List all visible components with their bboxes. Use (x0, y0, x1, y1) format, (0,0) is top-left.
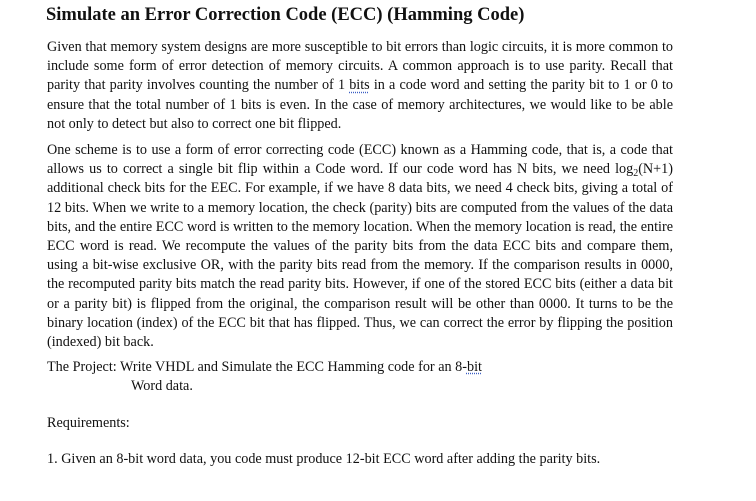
log-subscript: 2 (633, 168, 639, 180)
paragraph-parity-intro (47, 38, 673, 134)
paragraph-2-text-b: (N+1) additional check bits for the EEC. For example, if we have 8 data bits, we need 4 check bits, giving a total of 12 bits. When we write to a memory location, the check (parity) bits are computed from the values of the data bits, and the entire ECC word is written to the memory location. When the memory location is read, the entire ECC word is read. We recompute the values of the parity bits from the data ECC bits and compare them, using a bit-wise exclusive OR, with the parity bits read from the memory. If the comparison results in 0000, the recomputed parity bits match the read parity bits. However, if one of the stored ECC bits (either a data bit or a parity bit) is flipped from the original, the comparison result will be other than 0000. It turns to be the binary location (index) of the ECC bit that has flipped. Thus, we can correct the error by flipping the position (indexed) bit back. (47, 161, 673, 351)
paragraph-2-text-a: One scheme is to use a form of error correcting code (ECC) known as a Hamming code, that is, a code that allows us to correct a single bit flip within a Code word. If our code word has N bits, we need log (47, 142, 673, 178)
spellcheck-underlined-bit: bit (466, 359, 482, 376)
spellcheck-underlined-word: bits (349, 77, 370, 94)
project-line-1 (47, 358, 673, 377)
paragraph-1-text-b: in a code word and setting the parity bit to 1 or 0 to ensure that the total number of 1 bits is even. In the case of memory architectures, we would like to be able not only to detect but also to correct one bit flipped. (47, 77, 673, 132)
requirements-heading: Requirements: (47, 414, 130, 431)
project-text: The Project: Write VHDL and Simulate the ECC Hamming code for an 8- (47, 359, 467, 376)
requirement-item-1: 1. Given an 8-bit word data, you code must produce 12-bit ECC word after adding the parity bits. (47, 450, 601, 467)
document-page (47, 0, 673, 469)
paragraph-1-text-a: Given that memory system designs are more susceptible to bit errors than logic circuits, it is more common to include some form of error detection of memory circuits. A common approach is to use parity. Recall that parity that parity involves counting the number of 1 (47, 39, 673, 94)
project-statement (47, 358, 673, 396)
project-line-2: Word data. (131, 378, 193, 395)
paragraph-hamming-explanation (47, 141, 673, 352)
document-title: Simulate an Error Correction Code (ECC) (Hamming Code) (46, 5, 525, 25)
